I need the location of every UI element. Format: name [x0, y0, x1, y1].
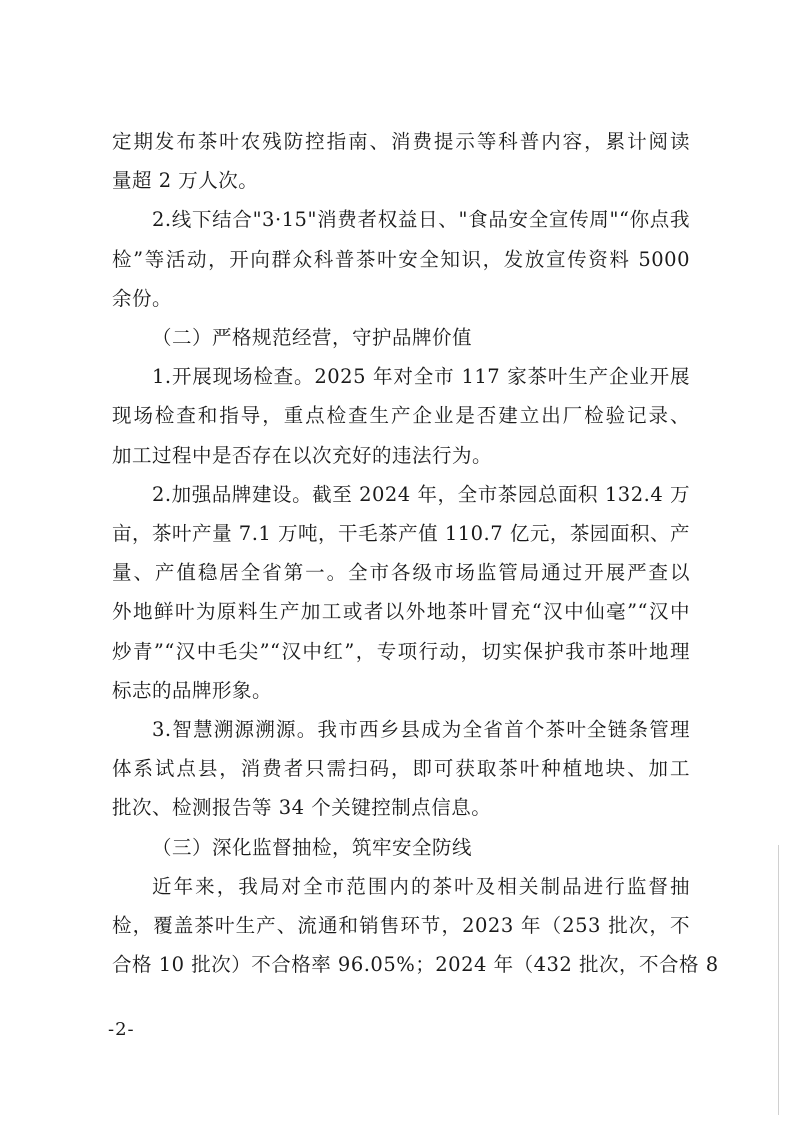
text-line: 亩，茶叶产量 7.1 万吨，干毛茶产值 110.7 亿元，茶园面积、产 [112, 522, 690, 545]
text-line: 检，覆盖茶叶生产、流通和销售环节，2023 年（253 批次，不 [112, 914, 690, 937]
text-line: 合格 10 批次）不合格率 96.05%；2024 年（432 批次，不合格 8 [112, 953, 719, 976]
text-line: 3.智慧溯源溯源。我市西乡县成为全省首个茶叶全链条管理 [152, 718, 690, 741]
text-line: 标志的品牌形象。 [112, 679, 273, 702]
text-line: 量超 2 万人次。 [112, 169, 259, 192]
text-line: 批次、检测报告等 34 个关键控制点信息。 [112, 796, 492, 819]
text-line: 余份。 [112, 287, 173, 310]
text-line: 体系试点县，消费者只需扫码，即可获取茶叶种植地块、加工 [112, 757, 690, 780]
text-line: 量、产值稳居全省第一。全市各级市场监管局通过开展严查以 [112, 561, 690, 584]
text-line: 近年来，我局对全市范围内的茶叶及相关制品进行监督抽 [152, 875, 690, 898]
text-line: 现场检查和指导，重点检查生产企业是否建立出厂检验记录、 [112, 404, 690, 427]
text-line: 2.加强品牌建设。截至 2024 年，全市茶园总面积 132.4 万 [152, 483, 690, 506]
text-line: 2.线下结合"3·15"消费者权益日、"食品安全宣传周"“你点我 [152, 208, 690, 231]
section-heading: （三）深化监督抽检，筑牢安全防线 [152, 836, 473, 859]
text-line: 炒青”“汉中毛尖”“汉中红”，专项行动，切实保护我市茶叶地理 [112, 640, 690, 663]
text-line: 外地鲜叶为原料生产加工或者以外地茶叶冒充“汉中仙毫”“汉中 [112, 600, 690, 623]
scan-edge-line [778, 845, 779, 1115]
text-line: 检”等活动，开向群众科普茶叶安全知识，发放宣传资料 5000 [112, 248, 690, 271]
text-line: 1.开展现场检查。2025 年对全市 117 家茶叶生产企业开展 [152, 365, 690, 388]
page-number: -2- [108, 1019, 135, 1040]
section-heading: （二）严格规范经营，守护品牌价值 [152, 326, 473, 349]
text-line: 加工过程中是否存在以次充好的违法行为。 [112, 444, 493, 467]
text-line: 定期发布茶叶农残防控指南、消费提示等科普内容，累计阅读 [112, 130, 690, 153]
